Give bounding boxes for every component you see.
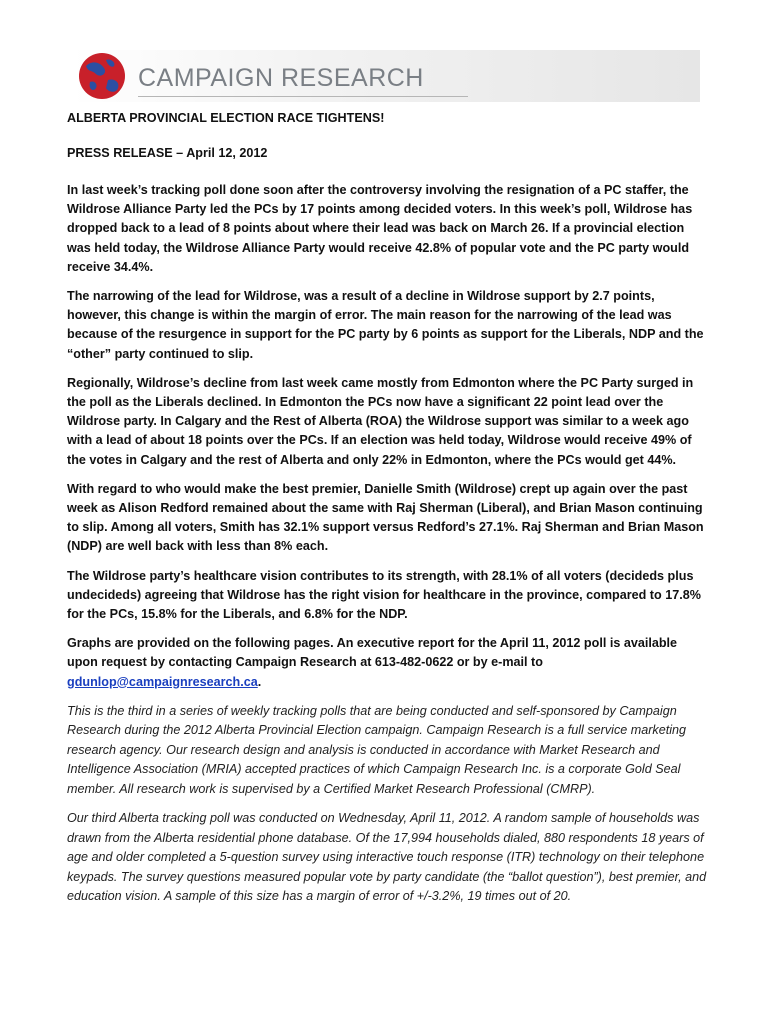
press-release-date: PRESS RELEASE – April 12, 2012 <box>67 146 268 160</box>
paragraph-contact <box>67 634 707 692</box>
contact-end: . <box>257 674 262 689</box>
paragraph-best-premier: With regard to who would make the best premier, Danielle Smith (Wildrose) crept up again over the past week as Alison Redford remained about the same with Raj Sherman (Liberal), and Brian Mason continuing to slip. Among all voters, Smith has 32.1% support versus Redford’s 27.1%. Raj Sherman and Brian Mason (NDP) are well back with less than 8% each. <box>67 481 704 554</box>
paragraph-healthcare: The Wildrose party’s healthcare vision contributes to its strength, with 28.1% of all voters (decideds plus undecideds) agreeing that Wildrose has the right vision for healthcare in the province, compared to 17.8% for the PCs, 15.8% for the Liberals, and 6.8% for the NDP. <box>67 568 701 622</box>
brand-name: CAMPAIGN RESEARCH <box>138 64 424 92</box>
paragraph-narrowing-lead: The narrowing of the lead for Wildrose, was a result of a decline in Wildrose support by 2.7 points, however, this change is within the margin of error. The main reason for the narrowing of the lead was because of the resurgence in support for the PC party by 6 points as support for the Liberals, NDP and the “other” party continued to slip. <box>67 289 704 361</box>
press-release-body <box>67 110 707 917</box>
email-link[interactable]: gdunlop@campaignresearch.ca <box>67 674 258 689</box>
document-title: ALBERTA PROVINCIAL ELECTION RACE TIGHTENS! <box>67 111 385 125</box>
letterhead <box>72 50 700 102</box>
contact-text: Graphs are provided on the following pages. An executive report for the April 11, 2012 poll is available upon request by contacting Campaign Research at 613-482-0622 or by e-mail to <box>67 636 678 670</box>
paragraph-regional: Regionally, Wildrose’s decline from last week came mostly from Edmonton where the PC Party surged in the poll as the Liberals declined. In Edmonton the PCs now have a significant 22 point lead over the Wildrose party. In Calgary and the Rest of Alberta (ROA) the Wildrose support was similar to a week ago with a lead of about 18 points over the PCs. If an election was held today, Wildrose would receive 49% of the votes in Calgary and the rest of Alberta and only 22% in Edmonton, where the PCs would get 44%. <box>67 375 694 467</box>
header-divider <box>138 96 468 97</box>
paragraph-tracking-poll: In last week’s tracking poll done soon after the controversy involving the resignation of a PC staffer, the Wildrose Alliance Party led the PCs by 17 points among decided voters. In this week’s poll, Wildrose has dropped back to a lead of 8 points about where their lead was back on March 26. If a provincial election was held today, the Wildrose Alliance Party would receive 42.8% of popular vote and the PC party would receive 34.4%. <box>67 183 693 274</box>
paragraph-about: This is the third in a series of weekly tracking polls that are being conducted and self-sponsored by Campaign Research during the 2012 Alberta Provincial Election campaign. Campaign Research is a full service marketing research agency. Our research design and analysis is conducted in accordance with Market Research and Intelligence Association (MRIA) accepted practices of which Campaign Research Inc. is a corporate Gold Seal member. All research work is supervised by a Certified Market Research Professional (CMRP). <box>67 703 687 796</box>
campaign-research-logo-icon <box>78 52 126 100</box>
paragraph-methodology: Our third Alberta tracking poll was conducted on Wednesday, April 11, 2012. A random sample of households was drawn from the Alberta residential phone database. Of the 17,994 households dialed, 880 respondents 18 years of age and older completed a 5-question survey using interactive touch response (ITR) technology on their telephone keypads. The survey questions measured popular vote by party candidate (the “ballot question”), best premier, and education vision. A sample of this size has a margin of error of +/-3.2%, 19 times out of 20. <box>67 811 707 904</box>
